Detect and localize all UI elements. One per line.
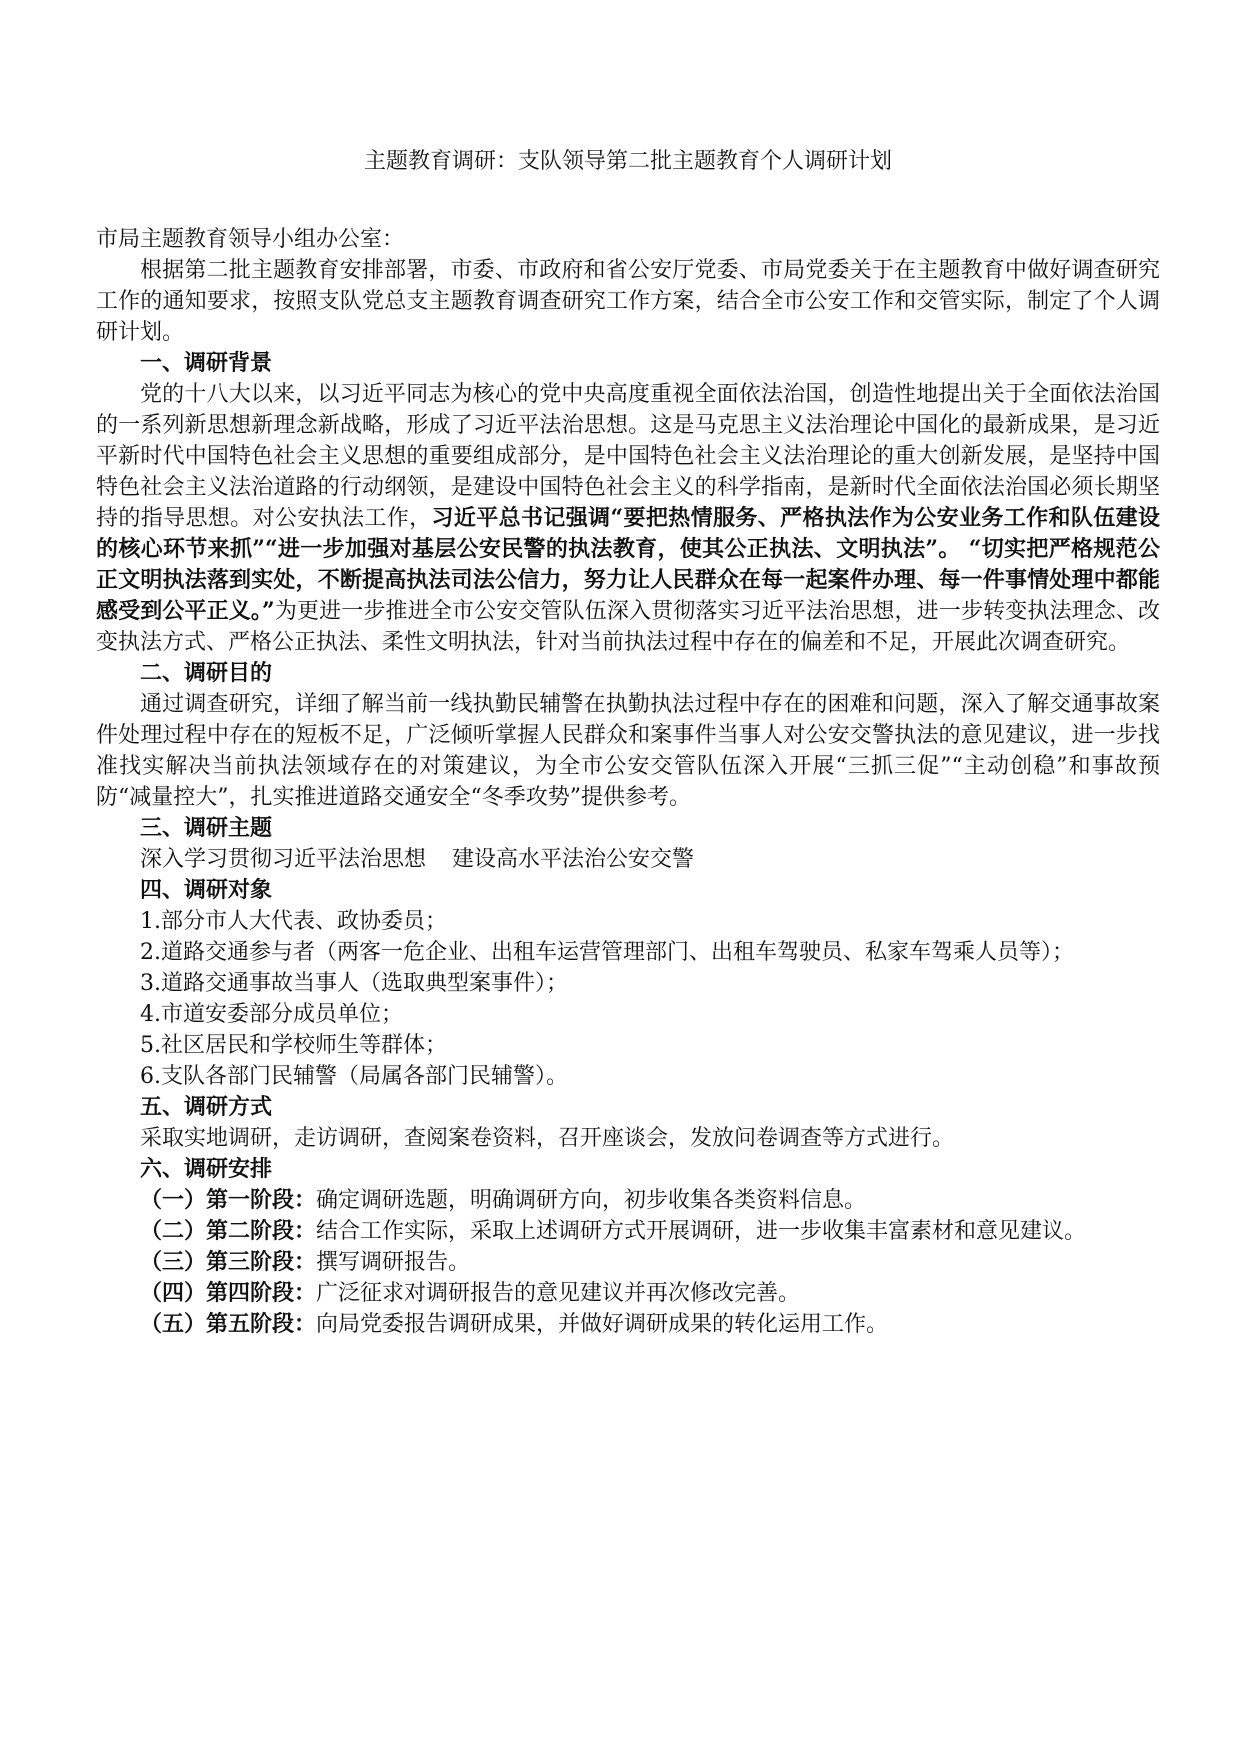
schedule-stage-4 [96, 1278, 1160, 1309]
theme-part-2: 建设高水平法治公安交警 [452, 847, 695, 872]
stage-text: 结合工作实际，采取上述调研方式开展调研，进一步收集丰富素材和意见建议。 [316, 1219, 1087, 1244]
subject-item-5: 5.社区居民和学校师生等群体； [140, 1033, 447, 1058]
stage-label: （四）第四阶段： [140, 1280, 317, 1306]
subject-item-6: 6.支队各部门民辅警（局属各部门民辅警）。 [140, 1064, 568, 1089]
stage-label: （五）第五阶段： [140, 1311, 317, 1337]
subject-item-4: 4.市道安委部分成员单位； [140, 1002, 403, 1027]
stage-text: 广泛征求对调研报告的意见建议并再次修改完善。 [316, 1281, 801, 1306]
document-title: 主题教育调研：支队领导第二批主题教育个人调研计划 [363, 149, 892, 174]
background-paragraph [96, 379, 1160, 658]
theme-part-1: 深入学习贯彻习近平法治思想 [140, 847, 427, 872]
background-text-before: 党的十八大以来，以习近平同志为核心的党中央高度重视全面依法治国，创造性地提出关于全面依法治国的一系列新思想新理念新战略，形成了习近平法治思想。这是马克思主义法治理论中国化的最新成果，是习近平新时代中国特色社会主义思想的重要组成部分，是中国特色社会主义法治理论的重大创新发展，是坚持中国特色社会主义法治道路的行动纲领，是建设中国特色社会主义的科学指南，是新时代全面依法治国必须长期坚持的指导思想。对公安执法工作， [96, 382, 1160, 531]
subject-item-2: 2.道路交通参与者（两客一危企业、出租车运营管理部门、出租车驾驶员、私家车驾乘人员等）； [140, 940, 1074, 965]
addressee: 市局主题教育领导小组办公室： [96, 227, 405, 252]
schedule-stage-1 [96, 1185, 1160, 1216]
section-heading-purpose: 二、调研目的 [140, 660, 273, 686]
stage-text: 撰写调研报告。 [316, 1250, 471, 1275]
section-heading-schedule: 六、调研安排 [140, 1156, 273, 1182]
subject-item-1: 1.部分市人大代表、政协委员； [140, 909, 447, 934]
subject-item-3: 3.道路交通事故当事人（选取典型案事件）； [140, 971, 568, 996]
section-heading-theme: 三、调研主题 [140, 815, 273, 841]
stage-label: （三）第三阶段： [140, 1249, 317, 1275]
schedule-stage-5 [96, 1309, 1160, 1340]
intro-paragraph: 根据第二批主题教育安排部署，市委、市政府和省公安厅党委、市局党委关于在主题教育中做好调查研究工作的通知要求，按照支队党总支主题教育调查研究工作方案，结合全市公安工作和交管实际，制定了个人调研计划。 [96, 258, 1160, 345]
purpose-paragraph: 通过调查研究，详细了解当前一线执勤民辅警在执勤执法过程中存在的困难和问题，深入了解交通事故案件处理过程中存在的短板不足，广泛倾听掌握人民群众和案事件当事人对公安交警执法的意见建议，进一步找准找实解决当前执法领域存在的对策建议，为全市公安交管队伍深入开展“三抓三促”“主动创稳”和事故预防“减量控大”，扎实推进道路交通安全“冬季攻势”提供参考。 [96, 692, 1160, 810]
stage-text: 向局党委报告调研成果，并做好调研成果的转化运用工作。 [316, 1312, 889, 1337]
stage-text: 确定调研选题，明确调研方向，初步收集各类资料信息。 [316, 1188, 867, 1213]
document-page [96, 146, 1160, 1340]
stage-label: （一）第一阶段： [140, 1187, 317, 1213]
stage-label: （二）第二阶段： [140, 1218, 317, 1244]
background-text-after: 为更进一步推进全市公安交管队伍深入贯彻落实习近平法治思想，进一步转变执法理念、改变执法方式、严格公正执法、柔性文明执法，针对当前执法过程中存在的偏差和不足，开展此次调查研究。 [96, 599, 1160, 655]
theme-line [96, 844, 1160, 875]
method-line: 采取实地调研，走访调研，查阅案卷资料，召开座谈会，发放问卷调查等方式进行。 [140, 1126, 955, 1151]
section-heading-background: 一、调研背景 [140, 350, 273, 376]
schedule-stage-3 [96, 1247, 1160, 1278]
schedule-stage-2 [96, 1216, 1160, 1247]
section-heading-subjects: 四、调研对象 [140, 877, 273, 903]
background-quote-bold: 习近平总书记强调“要把热情服务、严格执法作为公安业务工作和队伍建设的核心环节来抓”“进一步加强对基层公安民警的执法教育，使其公正执法、文明执法”。 “切实把严格规范公正文明执法落到实处，不断提高执法司法公信力，努力让人民群众在每一起案件办理、每一件事情处理中都能感受到公平正义。” [96, 505, 1160, 624]
section-heading-method: 五、调研方式 [140, 1094, 273, 1120]
